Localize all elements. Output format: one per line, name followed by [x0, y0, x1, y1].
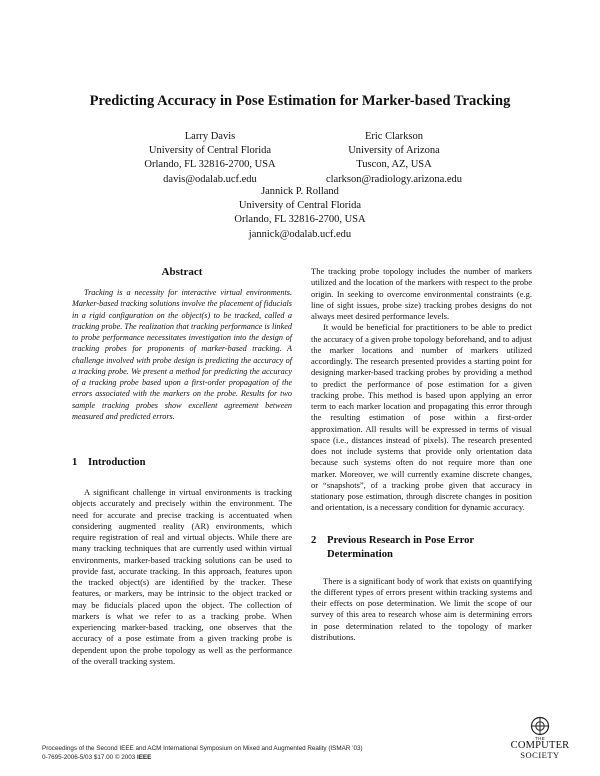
computer-society-logo-icon: [529, 716, 551, 736]
left-column: [72, 266, 292, 667]
author-affiliation: University of Central Florida: [148, 145, 272, 157]
author-email: jannick@odalab.ucf.edu: [248, 228, 352, 240]
author-name: Eric Clarkson: [364, 131, 424, 142]
body-paragraph: It would be beneficial for practitioners to be able to predict the accuracy of a given probe topology beforehand, and to adjust the marker locations and number of markers utilized accordingly. The research presented provides a starting point for designing marker-based tracking probes by providing a method to predict the performance of pose estimation for a given tracking probe. This method is based upon applying an error term to each marker location and propagating this error through the resulting estimation of pose within a first-order approximation. All results will be expressed in terms of visual space (i.e., distances instead of pixels). The research presented does not include systems that provide only orientation data because such systems often do not require more than one marker. Moreover, we will currently examine discrete changes, or “snapshots”, of a tracking probe given that accuracy in stationary pose estimation, through discrete changes in position and orientation, is a necessary condition for dynamic accuracy.: [311, 322, 532, 513]
author-block-rolland: [200, 185, 400, 242]
section-title: Introduction: [88, 457, 146, 468]
footer-proceedings: Proceedings of the Second IEEE and ACM International Symposium on Mixed and Augmented Reality (ISMAR ’03): [42, 745, 363, 752]
author-block-davis: [120, 130, 300, 187]
section-number: 2: [311, 534, 317, 546]
ieee-logo-text: IEEE: [136, 754, 152, 761]
footer-isbn: 0-7695-2006-5/03 $17.00 © 2003: [42, 754, 136, 761]
computer-society-logo: [508, 716, 572, 768]
author-email: davis@odalab.ucf.edu: [163, 173, 257, 185]
abstract-heading: Abstract: [161, 266, 203, 278]
author-address: Orlando, FL 32816-2700, USA: [144, 159, 276, 171]
author-email: clarkson@radiology.arizona.edu: [325, 173, 463, 185]
author-block-clarkson: [300, 130, 488, 187]
logo-line-computer: COMPUTER: [510, 740, 570, 751]
logo-line-the: THE: [535, 736, 545, 741]
author-affiliation: University of Central Florida: [238, 200, 362, 212]
section-number: 1: [72, 457, 78, 468]
author-name: Jannick P. Rolland: [261, 186, 339, 197]
footer-copyright: [42, 753, 151, 762]
section-heading-previous-research: [311, 534, 532, 562]
body-paragraph: The tracking probe topology includes the number of markers utilized and the location of the markers with respect to the probe origin. In seeking to overcome environmental constraints (e.g. line of sight issues, probe size) tracking probes designs do not always meet desired performance levels.: [311, 266, 532, 321]
author-address: Tuscon, AZ, USA: [356, 159, 432, 171]
author-address: Orlando, FL 32816-2700, USA: [234, 214, 366, 226]
logo-line-society: SOCIETY: [520, 750, 560, 760]
author-affiliation: University of Arizona: [348, 145, 440, 157]
body-paragraph: A significant challenge in virtual environments is tracking objects accurately and precisely within the environment. The need for accurate and precise tracking is accentuated when considering augmented reality (AR) environments, which require registration of real and virtual objects. While there are many tracking techniques that are currently used within virtual environments, marker-based tracking solutions can be used to provide fast, accurate tracking. In this approach, features upon the tracked object(s) are identified by the tracker. These features, or markers, may be intrinsic to the object tracked or may be fiducials placed upon the object. The collection of markers is what we refer to as a tracking probe. When experiencing marker-based tracking, one observes that the accuracy of a pose estimate from a given tracking probe is dependent upon the probe topology as well as the performance of the overall tracking system.: [72, 487, 292, 666]
section-title: Previous Research in Pose Error Determination: [327, 534, 474, 560]
paper-title: Predicting Accuracy in Pose Estimation for Marker-based Tracking: [89, 93, 511, 109]
author-name: Larry Davis: [184, 131, 236, 142]
right-column: [311, 266, 532, 643]
section-heading-introduction: [72, 456, 292, 470]
abstract-text: Tracking is a necessity for interactive virtual environments. Marker-based tracking solutions involve the placement of fiducials in a rigid configuration on the object(s) to be tracked, called a tracking probe. The realization that tracking performance is linked to probe performance necessitates investigation into the design of tracking probes for proponents of marker-based tracking. A challenge involved with probe design is predicting the accuracy of a tracking probe. We present a method for predicting the accuracy of a tracking probe based upon a first-order propagation of the errors associated with the markers on the probe. Results for two sample tracking probes show excellent agreement between measured and predicted errors.: [72, 288, 292, 421]
body-paragraph: There is a significant body of work that exists on quantifying the different types of errors present within tracking systems and their effects on pose determination. We limit the scope of our survey of this area to research whose aim is determining errors in pose determination related to the topology of marker distributions.: [311, 575, 532, 642]
